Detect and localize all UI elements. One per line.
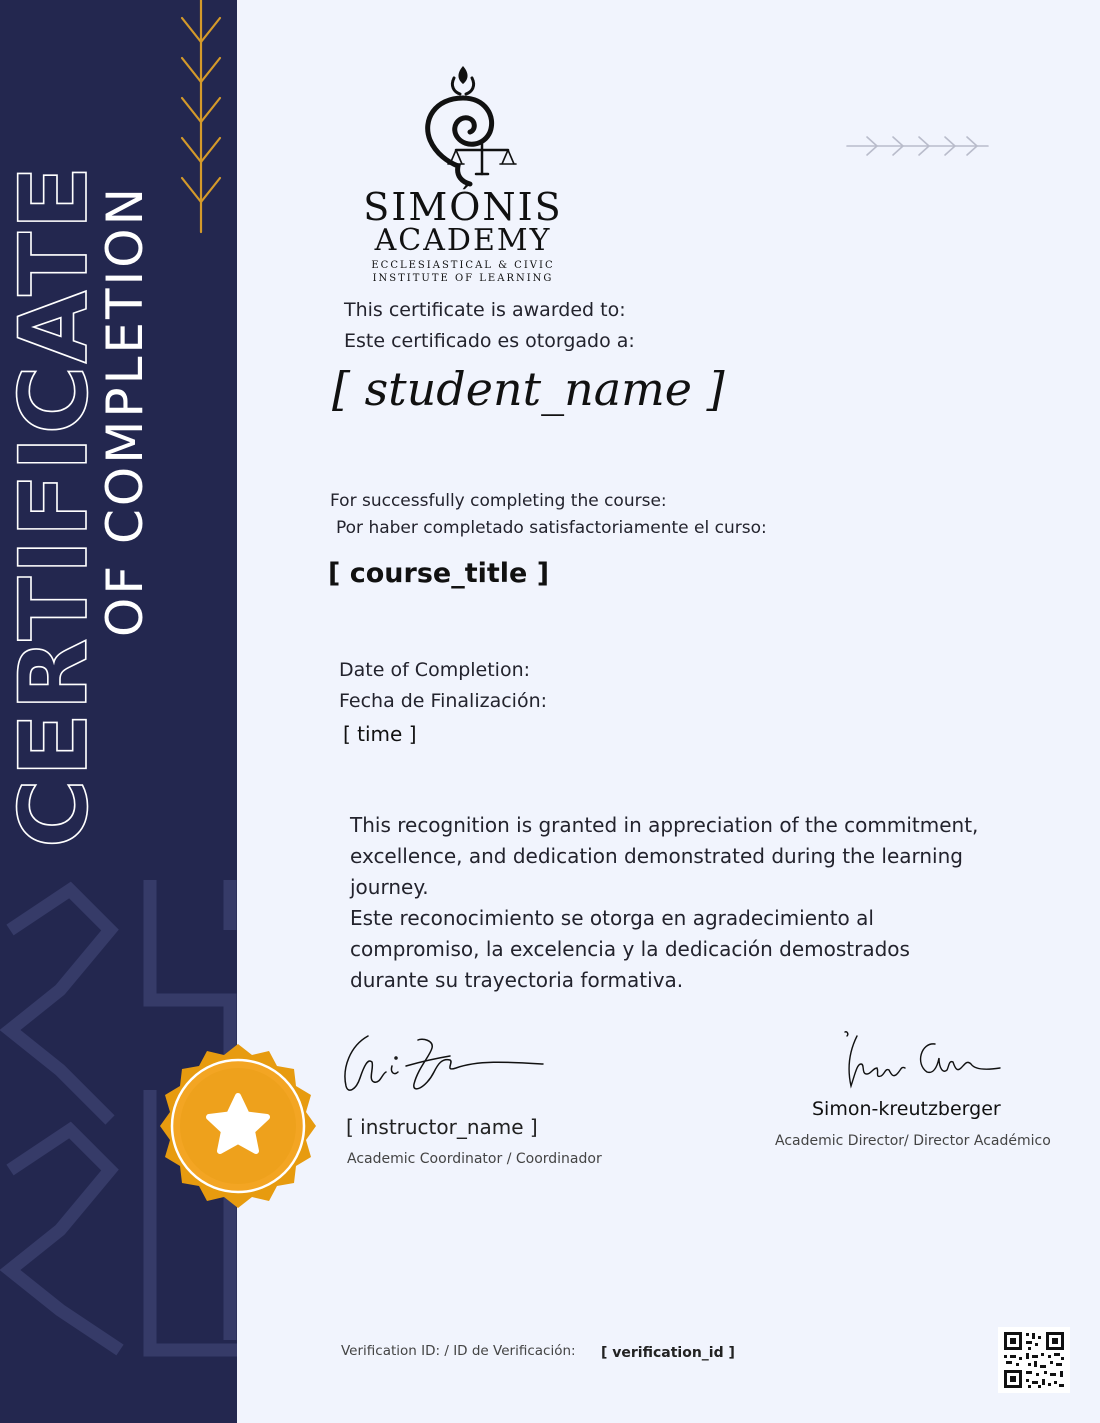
- completion-date-label-es: Fecha de Finalización:: [339, 690, 548, 712]
- recognition-text-es: Este reconocimiento se otorga en agradecimiento al compromiso, la excelencia y la dedicación demostrados durante su trayectoria formativa.: [350, 906, 910, 992]
- academy-logo: [330, 58, 590, 290]
- logo-name-line2: ACADEMY: [374, 223, 552, 258]
- instructor-signature-icon: [338, 1028, 553, 1108]
- awarded-to-label-en: This certificate is awarded to:: [344, 299, 626, 321]
- course-title: [ course_title ]: [328, 558, 550, 589]
- instructor-role: Academic Coordinator / Coordinador: [347, 1151, 602, 1167]
- course-label-en: For successfully completing the course:: [330, 491, 667, 511]
- logo-tagline-line2: INSTITUTE OF LEARNING: [372, 273, 554, 284]
- certificate-title-outline: CERTIFICATE: [0, 163, 109, 848]
- awarded-to-label-es: Este certificado es otorgado a:: [344, 330, 635, 352]
- arrow-chain-icon: [172, 0, 232, 240]
- qr-code-icon[interactable]: [998, 1327, 1070, 1393]
- instructor-name: [ instructor_name ]: [346, 1115, 538, 1139]
- verification-label: Verification ID: / ID de Verificación:: [341, 1343, 576, 1359]
- award-seal-icon: [148, 1036, 328, 1216]
- logo-name-line1: SIMÓNIS: [363, 185, 563, 229]
- certificate-subtitle: OF COMPLETION: [96, 184, 154, 637]
- director-signature-icon: [835, 1028, 1005, 1093]
- logo-tagline-line1: ECCLESIASTICAL & CIVIC: [371, 260, 555, 271]
- flame-scales-emblem-icon: [428, 66, 516, 184]
- completion-date-label-en: Date of Completion:: [339, 659, 531, 681]
- course-label-es: Por haber completado satisfactoriamente el curso:: [336, 518, 767, 538]
- director-name: Simon-kreutzberger: [812, 1098, 1001, 1120]
- director-role: Academic Director/ Director Académico: [775, 1133, 1051, 1149]
- decorative-arrows-icon: [845, 133, 990, 159]
- verification-id: [ verification_id ]: [601, 1345, 735, 1361]
- recognition-text: [350, 810, 990, 996]
- student-name: [ student_name ]: [332, 362, 725, 416]
- recognition-text-en: This recognition is granted in appreciation of the commitment, excellence, and dedication demonstrated during the learning journey.: [350, 813, 979, 899]
- completion-time: [ time ]: [343, 722, 417, 746]
